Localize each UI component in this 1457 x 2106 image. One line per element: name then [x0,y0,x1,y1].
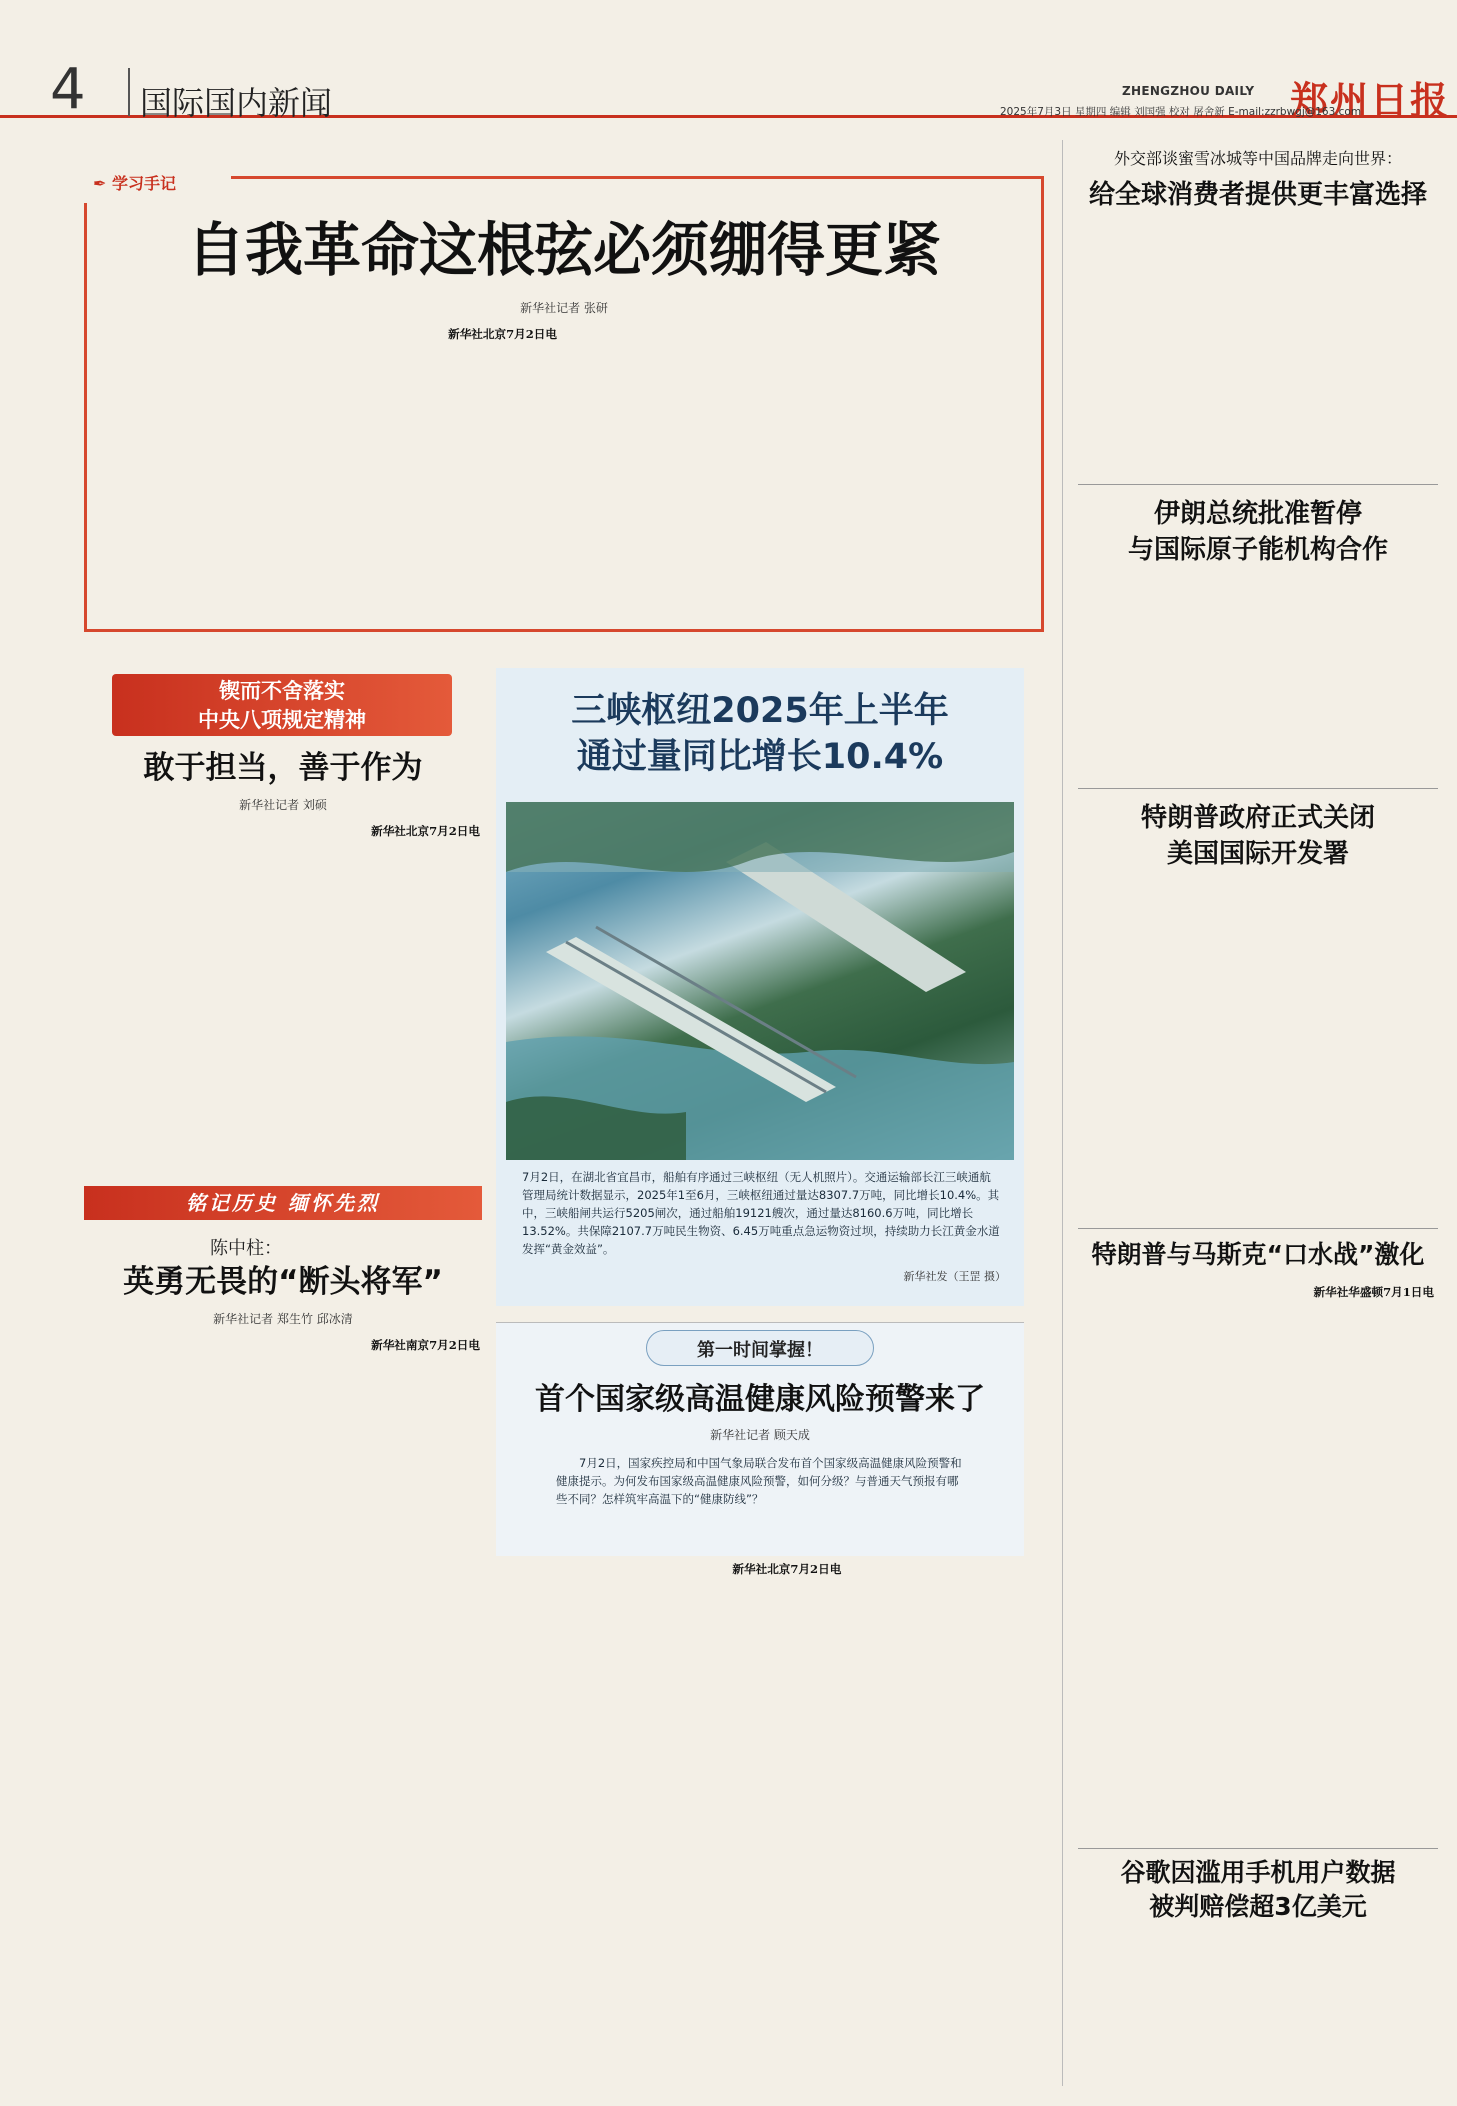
article-usaid-closure [1078,800,1438,1220]
article-chinese-brands [1078,146,1438,476]
pen-icon: ✒ [93,174,107,193]
kicker-foreign-ministry: 外交部谈蜜雪冰城等中国品牌走向世界： [1113,149,1402,168]
headline-iran-line-1: 伊朗总统批准暂停 [1153,499,1362,529]
article-end-dateline: 新华社北京7月2日电 [371,824,480,838]
photo-headline-line-2: 通过量同比增长10.4% [576,737,944,777]
article-body [101,325,1027,621]
ship-lock-illustration [506,802,1014,1160]
paper-english-name: ZHENGZHOU DAILY [1122,84,1255,98]
kicker-first-time: 第一时间掌握！ [697,1340,823,1361]
byline: 新华社记者 顾天成 [710,1428,810,1442]
article-body [506,1560,1018,2080]
article-body [1082,880,1434,1216]
article-iran-iaea [1078,496,1438,780]
headline-usaid-line-1: 特朗普政府正式关闭 [1140,803,1375,833]
article-body [90,1336,480,2080]
article-divider [1078,788,1438,789]
newspaper-logo: 郑州日报 [1290,78,1451,123]
photo-story-three-gorges [496,668,1024,1306]
article-lead: 7月2日，国家疾控局和中国气象局联合发布首个国家级高温健康风险预警和健康提示。为何发布国家级高温健康风险预警，如何分级？与普通天气预报有哪些不同？怎样筑牢高温下的“健康防线”？ [556,1456,962,1506]
headline-self-revolution: 自我革命这根弦必须绷得更紧 [186,216,941,284]
date-editor-line: 2025年7月3日 星期四 编辑 刘国强 校对 屠舍新 E-mail:zzrbwgj@163.com [1000,106,1362,118]
photo-headline-line-1: 三峡枢纽2025年上半年 [571,691,949,731]
article-body [1082,1282,1434,1838]
article-heat-warning [496,1322,1024,2086]
article-take-responsibility [84,666,482,1164]
kicker-chen-zhongzhu: 陈中柱： [210,1238,282,1259]
headline-iran-line-2: 与国际原子能机构合作 [1127,535,1388,565]
headline-take-responsibility: 敢于担当，善于作为 [143,750,423,786]
banner-eight-rules [112,674,452,736]
byline: 新华社记者 刘硕 [239,798,327,812]
article-body [1082,1932,1434,2088]
article-body [90,822,480,1160]
header-divider [128,68,130,116]
article-chen-zhongzhu [84,1186,482,2086]
article-self-revolution [84,176,1044,632]
photo-caption: 7月2日，在湖北省宜昌市，船舶有序通过三峡枢纽（无人机照片）。交通运输部长江三峡通航管理局统计数据显示，2025年1至6月，三峡枢纽通过量达8307.7万吨，同比增长10.4%。其中，三峡船闸共运行5205闸次，通过船舶19121艘次，通过量达8160.6万吨，同比增长13.52%。共保障2107.7万吨民生物资、6.45万吨重点急运物资过坝，持续助力长江黄金水道发挥“黄金效益”。 [522,1170,1000,1256]
photo-credit: 新华社发（王罡 摄） [903,1270,1006,1283]
article-divider [1078,1228,1438,1229]
article-divider [1078,1848,1438,1849]
three-gorges-aerial-photo [506,802,1014,1160]
article-end-dateline: 新华社华盛顿7月1日电 [1313,1285,1434,1299]
headline-chinese-brands: 给全球消费者提供更丰富选择 [1088,180,1427,210]
headline-heat-warning: 首个国家级高温健康风险预警来了 [535,1382,985,1417]
byline: 新华社记者 张研 [520,301,608,315]
article-divider [1078,484,1438,485]
banner-line-2: 中央八项规定精神 [198,708,366,732]
column-divider [1062,140,1063,2086]
headline-google-line-1: 谷歌因滥用手机用户数据 [1120,1858,1396,1887]
kicker-study-notes: 学习手记 [111,174,176,193]
article-body [1082,576,1434,776]
article-google-fine [1078,1856,1438,2092]
article-end-dateline: 新华社南京7月2日电 [371,1338,480,1352]
banner-line-1: 锲而不舍落实 [219,679,345,703]
headline-google-line-2: 被判赔偿超3亿美元 [1149,1892,1367,1921]
article-body [1082,224,1434,470]
article-end-dateline: 新华社北京7月2日电 [732,1562,842,1576]
headline-broken-head-general: 英勇无畏的“断头将军” [123,1264,443,1300]
banner-remember-history: 铭记历史 缅怀先烈 [84,1186,482,1220]
section-title: 国际国内新闻 [140,84,333,122]
article-trump-musk [1078,1236,1438,1842]
byline: 新华社记者 郑生竹 邱冰清 [213,1312,353,1326]
article-end-dateline: 新华社北京7月2日电 [448,327,557,341]
headline-trump-musk: 特朗普与马斯克“口水战”激化 [1091,1240,1425,1269]
page-number: 4 [50,57,86,122]
headline-usaid-line-2: 美国国际开发署 [1166,839,1349,869]
